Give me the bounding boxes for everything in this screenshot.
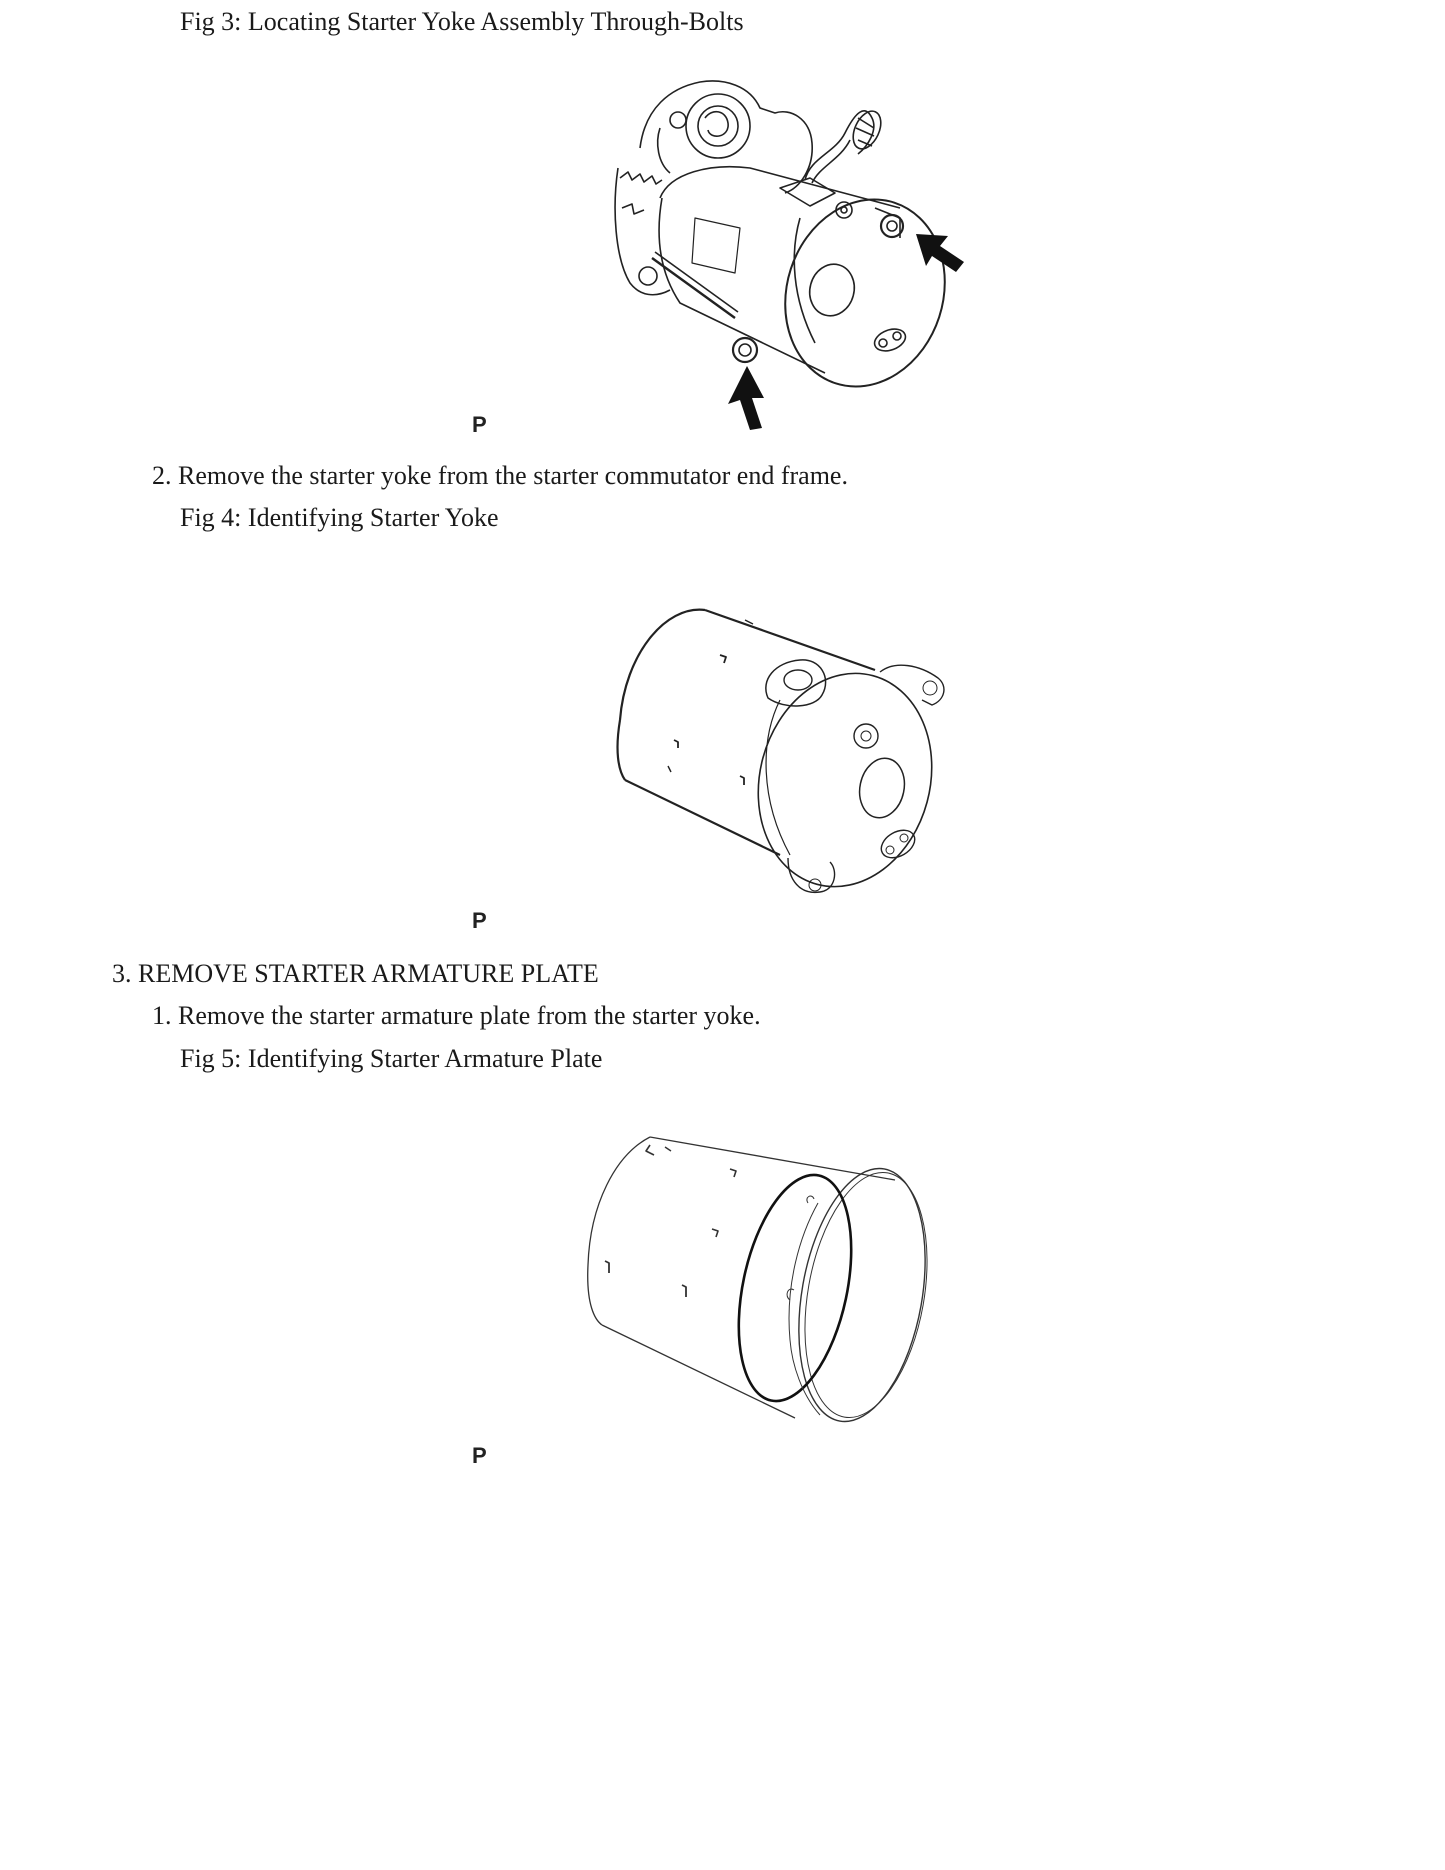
starter-yoke-illustration: [610, 600, 960, 920]
fig4-caption: Fig 4: Identifying Starter Yoke: [180, 503, 499, 532]
fig5-p-label: P: [472, 1443, 487, 1468]
starter-assembly-illustration: [600, 68, 980, 428]
step3-1-instruction: 1. Remove the starter armature plate from the starter yoke.: [152, 1001, 761, 1030]
fig3-p-label: P: [472, 412, 487, 437]
section3-title: 3. REMOVE STARTER ARMATURE PLATE: [112, 959, 599, 988]
starter-armature-plate-illustration: [580, 1125, 960, 1445]
fig3-caption: Fig 3: Locating Starter Yoke Assembly Through-Bolts: [180, 7, 744, 36]
fig5-caption: Fig 5: Identifying Starter Armature Plate: [180, 1044, 603, 1073]
step2-instruction: 2. Remove the starter yoke from the starter commutator end frame.: [152, 461, 848, 490]
fig4-p-label: P: [472, 908, 487, 933]
